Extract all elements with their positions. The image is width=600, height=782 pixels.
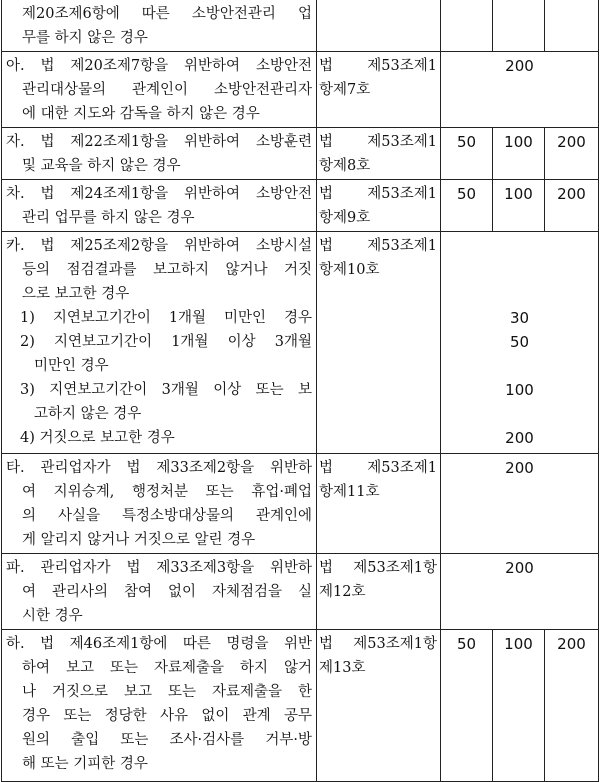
table-row (2, 232, 599, 454)
fine-amount: 200 (441, 52, 599, 128)
violation-description: 카. 법 제25조제2항을 위반하여 소방시설 등의 점검결과를 보고하지 않거나 거짓 으로 보고한 경우 1) 지연보고기간이 1개월 미만인 경우 2) 지연보고기간이 1개월 이상 3개월 미만인 경우 3) 지연보고기간이 3개월 이상 또는 보 고하지 않은 경우 4) 거짓으로 보고한 경우 (2, 232, 317, 454)
table-row (2, 554, 599, 630)
fine-third: 200 (545, 128, 599, 180)
table-row (2, 128, 599, 180)
violation-description: 차. 법 제24조제1항을 위반하여 소방안전 관리 업무를 하지 않은 경우 (2, 180, 317, 232)
violation-description: 자. 법 제22조제1항을 위반하여 소방훈련 및 교육을 하지 않은 경우 (2, 128, 317, 180)
legal-basis: 법 제53조제1항 제12호 (317, 554, 441, 630)
fine-third: 200 (545, 630, 599, 782)
violation-description: 파. 관리업자가 법 제33조제3항을 위반하 여 관리사의 참여 없이 자체점검을 실 시한 경우 (2, 554, 317, 630)
penalty-table (1, 0, 599, 782)
fine-second: 100 (493, 180, 545, 232)
fine-amount: 30 50 100 200 (441, 232, 599, 454)
legal-basis: 법 제53조제1 항제9호 (317, 180, 441, 232)
violation-description: 타. 관리업자가 법 제33조제2항을 위반하 여 지위승계, 행정처분 또는 휴업·폐업 의 사실을 특정소방대상물의 관계인에 게 알리지 않거나 거짓으로 알린 경우 (2, 454, 317, 554)
legal-basis (317, 0, 441, 52)
violation-description: 제20조제6항에 따른 소방안전관리 업 무를 하지 않은 경우 (2, 0, 317, 52)
fine-first: 50 (441, 128, 493, 180)
fine-second (493, 0, 545, 52)
fine-second: 100 (493, 630, 545, 782)
table-row (2, 454, 599, 554)
legal-basis: 법 제53조제1 항제8호 (317, 128, 441, 180)
table-row (2, 180, 599, 232)
legal-basis: 법 제53조제1항 제13호 (317, 630, 441, 782)
table-row (2, 630, 599, 782)
fine-amount: 200 (441, 554, 599, 630)
fine-third (545, 0, 599, 52)
violation-description: 아. 법 제20조제7항을 위반하여 소방안전 관리대상물의 관계인이 소방안전관리자 에 대한 지도와 감독을 하지 않은 경우 (2, 52, 317, 128)
fine-first (441, 0, 493, 52)
legal-basis: 법 제53조제1 항제7호 (317, 52, 441, 128)
legal-basis: 법 제53조제1 항제10호 (317, 232, 441, 454)
fine-first: 50 (441, 630, 493, 782)
fine-second: 100 (493, 128, 545, 180)
fine-first: 50 (441, 180, 493, 232)
table-row (2, 52, 599, 128)
fine-amount: 200 (441, 454, 599, 554)
violation-description: 하. 법 제46조제1항에 따른 명령을 위반 하여 보고 또는 자료제출을 하지 않거 나 거짓으로 보고 또는 자료제출을 한 경우 또는 정당한 사유 없이 관계 공무 원의 출입 또는 조사·검사를 거부·방 해 또는 기피한 경우 (2, 630, 317, 782)
fine-third: 200 (545, 180, 599, 232)
table-row (2, 0, 599, 52)
legal-basis: 법 제53조제1 항제11호 (317, 454, 441, 554)
